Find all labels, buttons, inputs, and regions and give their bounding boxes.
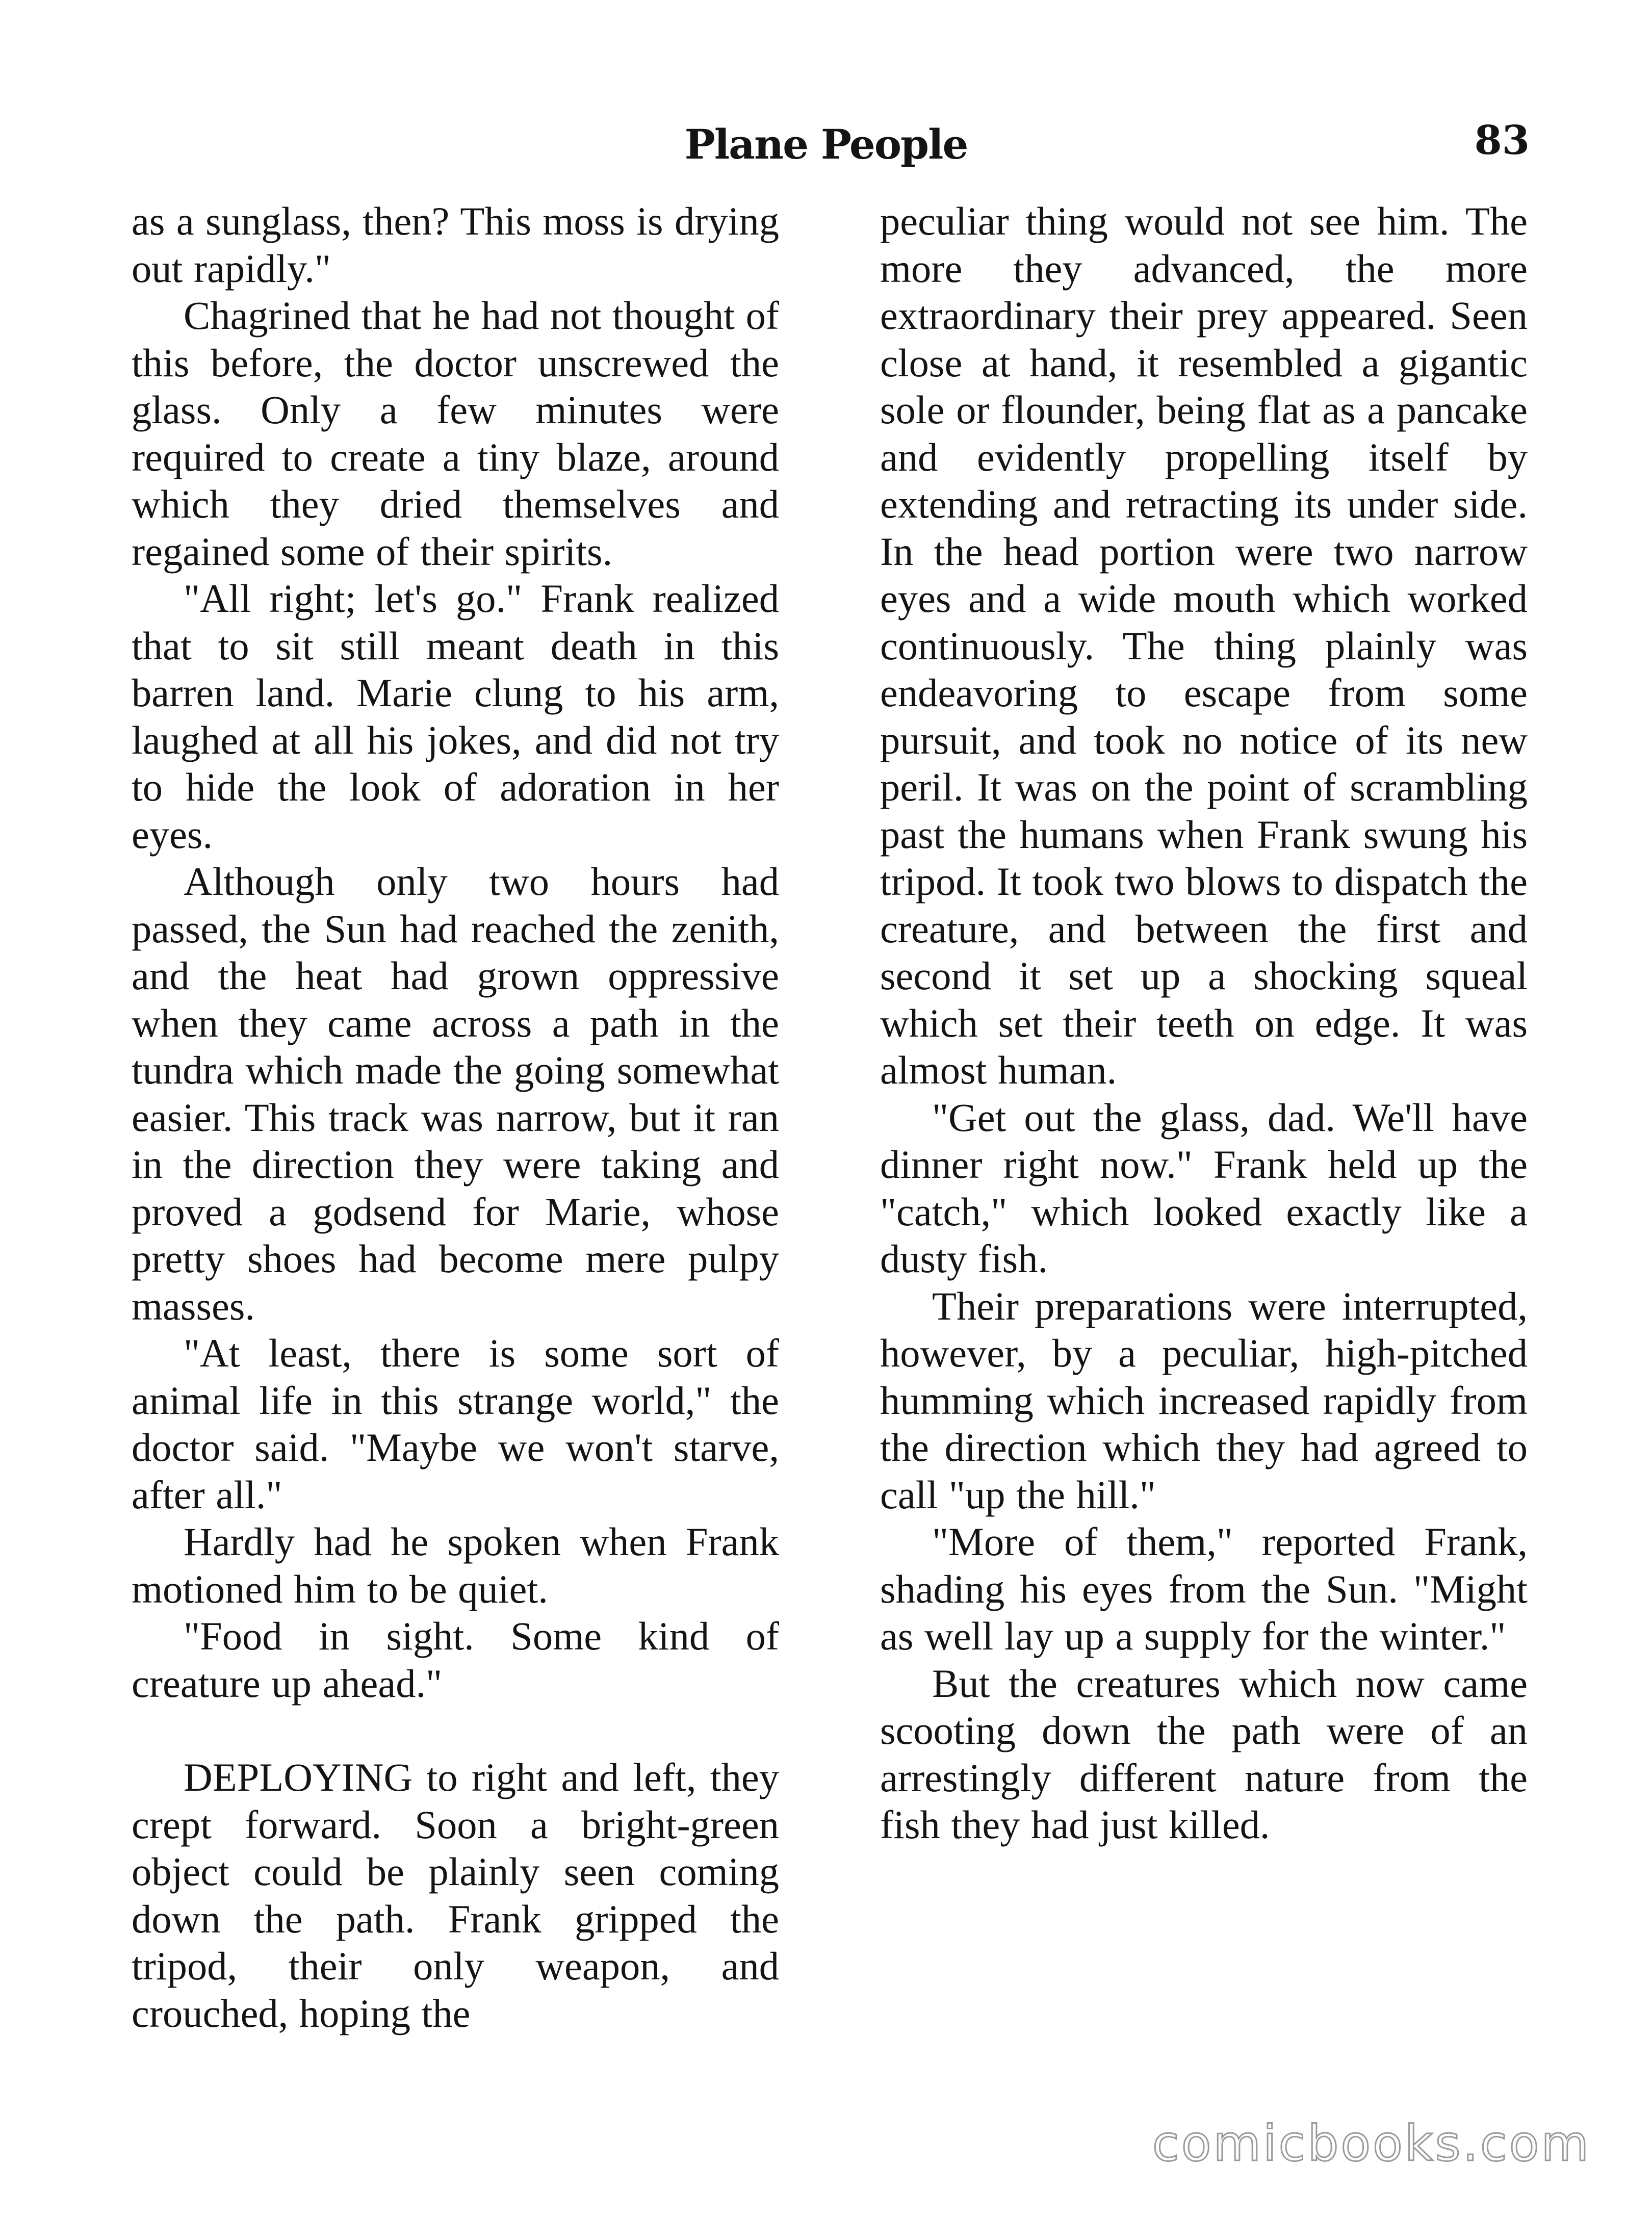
paragraph: "All right; let's go." Frank realized that to sit still meant death in this barren land. Marie clung to his arm, laughed at all his jokes, and did not try to hide the look of adoration in her eyes. bbox=[132, 576, 779, 857]
paragraph: "More of them," reported Frank, shading his eyes from the Sun. "Might as well lay up a supply for the winter." bbox=[880, 1519, 1528, 1658]
paragraph: Chagrined that he had not thought of this before, the doctor unscrewed the glass. Only a few minutes were required to create a tiny blaze, around which they dried themselves and regained some of their spirits. bbox=[132, 293, 779, 574]
paragraph: peculiar thing would not see him. The more they advanced, the more extraordinary their prey appeared. Seen close at hand, it resembled a gigantic sole or flounder, being flat as a pancake and evidently propelling itself by extending and retracting its under side. In the head portion were two narrow eyes and a wide mouth which worked continuously. The thing plainly was endeavoring to escape from some pursuit, and took no notice of its new peril. It was on the point of scrambling past the humans when Frank swung his tripod. It took two blows to dispatch the creature, and between the first and second it set up a shocking squeal which set their teeth on edge. It was almost human. bbox=[880, 199, 1528, 1092]
section-opening-paragraph: DEPLOYING to right and left, they crept forward. Soon a bright-green object could be plainly seen coming down the path. Frank gripped the tripod, their only weapon, and crouched, hoping the bbox=[132, 1755, 779, 2035]
paragraph: Hardly had he spoken when Frank motioned him to be quiet. bbox=[132, 1519, 779, 1611]
paragraph: "Food in sight. Some kind of creature up ahead." bbox=[132, 1614, 779, 1706]
paragraph: Their preparations were interrupted, however, by a peculiar, high-pitched humming which increased rapidly from the direction which they had agreed to call "up the hill." bbox=[880, 1283, 1528, 1517]
running-title: Plane People bbox=[684, 120, 968, 168]
paragraph: as a sunglass, then? This moss is drying out rapidly." bbox=[132, 199, 779, 291]
paragraph: "Get out the glass, dad. We'll have dinner right now." Frank held up the "catch," which looked exactly like a dusty fish. bbox=[880, 1095, 1528, 1281]
page-number: 83 bbox=[1474, 117, 1530, 164]
watermark-logo: comicbooks.com bbox=[1152, 2115, 1591, 2172]
paragraph: "At least, there is some sort of animal life in this strange world," the doctor said. "Maybe we won't starve, after all." bbox=[132, 1331, 779, 1517]
paragraph: Although only two hours had passed, the Sun had reached the zenith, and the heat had grown oppressive when they came across a path in the tundra which made the going somewhat easier. This track was narrow, but it ran in the direction they were taking and proved a godsend for Marie, whose pretty shoes had become mere pulpy masses. bbox=[132, 859, 779, 1328]
paragraph: But the creatures which now came scooting down the path were of an arrestingly different nature from the fish they had just killed. bbox=[880, 1661, 1528, 1847]
left-text-column bbox=[132, 198, 779, 2037]
right-text-column bbox=[880, 198, 1528, 1849]
